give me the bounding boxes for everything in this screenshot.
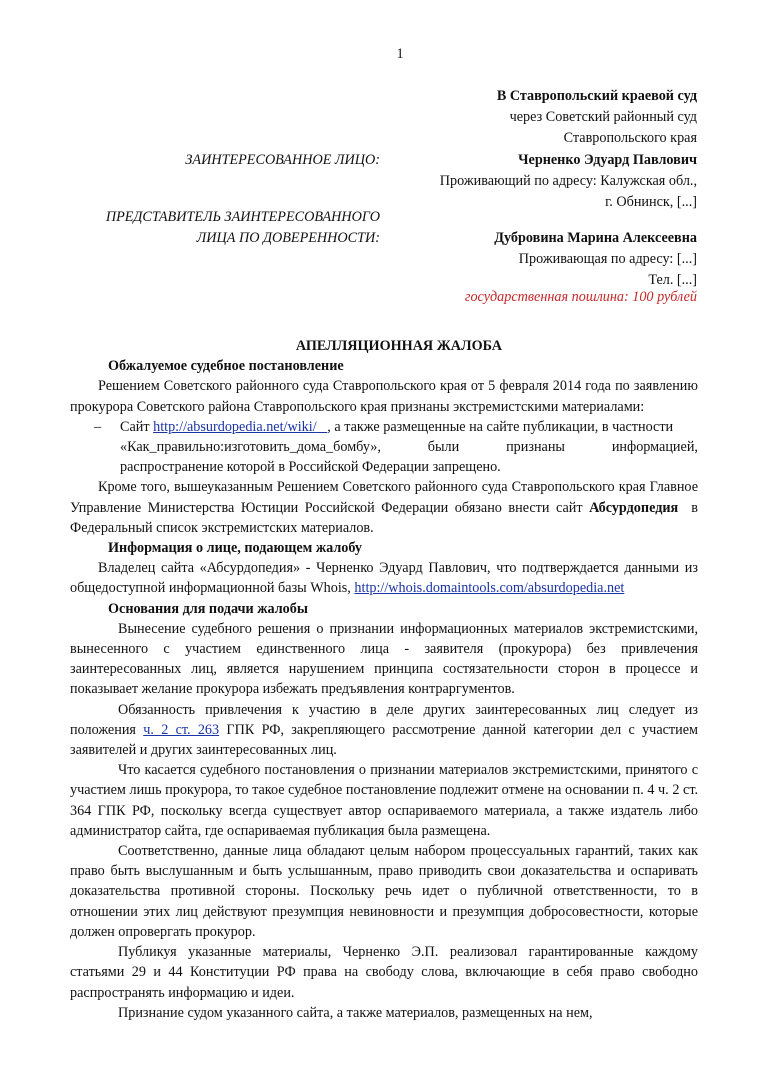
state-fee-note: государственная пошлина: 100 рублей	[464, 289, 697, 305]
document-body	[70, 336, 702, 1023]
site-name-bold: Абсурдопедия	[589, 499, 679, 516]
document-title: АПЕЛЛЯЦИОННАЯ ЖАЛОБА	[295, 338, 503, 354]
whois-link[interactable]: http://whois.domaintools.com/absurdopedia.net	[354, 580, 625, 597]
paragraph-grounds-2	[70, 700, 698, 761]
section-heading-appellant-info: Информация о лице, подающем жалобу	[108, 540, 363, 557]
court-name: В Ставропольский краевой суд	[496, 88, 697, 104]
text-span: признаны	[506, 439, 565, 456]
via-court-line1: через Советский районный суд	[509, 109, 697, 125]
site-link-tail[interactable]	[317, 419, 328, 435]
paragraph-grounds-5: Публикуя указанные материалы, Черненко Э.П. реализовал гарантированные каждому статьями 29 и 44 Конституции РФ права на свободу слова, включающие в себя право свободно распространять информацию и идеи.	[70, 944, 698, 1001]
list-item-site	[94, 417, 698, 478]
representative-label-line1: ПРЕДСТАВИТЕЛЬ ЗАИНТЕРЕСОВАННОГО	[105, 209, 380, 225]
text-span: ГПК РФ, закрепляющего рассмотрение данной категории дел с участием заявителей и других заинтересованных лиц.	[70, 721, 698, 759]
list-item-line1	[120, 417, 698, 437]
text-span: , а также размещенные на сайте публикации, в частности	[327, 418, 674, 435]
list-item-text	[120, 417, 698, 478]
text-span: «Как_правильно:изготовить_дома_бомбу»,	[120, 439, 381, 456]
applicant-address-line2: г. Обнинск, [...]	[605, 194, 697, 210]
section-heading-grounds: Основания для подачи жалобы	[108, 600, 308, 617]
representative-label-line2: ЛИЦА ПО ДОВЕРЕННОСТИ:	[196, 230, 380, 246]
addressee-block	[497, 86, 697, 149]
representative-name: Дубровина Марина Алексеевна	[494, 230, 697, 246]
site-link[interactable]: http://absurdopedia.net/wiki/	[153, 418, 317, 435]
text-span: Кроме того, вышеуказанным Решением Советского районного суда Ставропольского края Главное Управление Министерства Юстиции Российской Федерации обязано внести сайт	[70, 479, 698, 516]
representative-label	[106, 207, 380, 249]
text-span: Сайт	[120, 418, 154, 435]
representative-phone: Тел. [...]	[648, 272, 697, 288]
text-span: Владелец сайта «Абсурдопедия» - Черненко Эдуард Павлович, что подтверждается данными из общедоступной информационной базы Whois,	[70, 560, 698, 597]
applicant-label: ЗАИНТЕРЕСОВАННОЕ ЛИЦО:	[185, 152, 380, 168]
text-span: Обязанность привлечения к участию в деле других заинтересованных лиц следует из положения	[70, 701, 698, 738]
paragraph-grounds-6: Признание судом указанного сайта, а также материалов, размещенных на нем,	[118, 1004, 593, 1021]
applicant-block	[440, 150, 697, 213]
text-span: в Федеральный список экстремистских материалов.	[70, 499, 702, 536]
paragraph-ministry	[70, 477, 702, 538]
representative-block	[494, 228, 697, 291]
paragraph-decision: Решением Советского районного суда Ставропольского края от 5 февраля 2014 года по заявлению прокурора Советского района Ставропольского края признаны экстремистскими материалами:	[70, 378, 698, 415]
applicant-address-line1: Проживающий по адресу: Калужская обл.,	[439, 173, 697, 189]
via-court-line2: Ставропольского края	[563, 130, 697, 146]
list-item-line3: распространение которой в Российской Федерации запрещено.	[120, 459, 501, 476]
text-span: информацией,	[611, 439, 698, 456]
paragraph-grounds-3: Что касается судебного постановления о признании материалов экстремистскими, принятого с участием лишь прокурора, то такое судебное постановление подлежит отмене на основании п. 4 ч. 2 ст. 364 ГПК РФ, поскольку всегда существует автор оспариваемого материала, а также издатель либо администратор сайта, где оспариваемая публикация была размещена.	[70, 762, 698, 839]
paragraph-grounds-1: Вынесение судебного решения о признании информационных материалов экстремистскими, вынесенного с участием единственного лица - заявителя (прокурора) без привлечения заинтересованных лиц, является нарушением принципа состязательности сторон в процессе и показывает желание прокурора избежать предъявления контраргументов.	[70, 620, 698, 698]
page-number: 1	[396, 46, 404, 62]
law-article-link[interactable]: ч. 2 ст. 263	[143, 721, 220, 738]
representative-address: Проживающая по адресу: [...]	[518, 251, 697, 267]
paragraph-owner	[70, 558, 698, 598]
list-item-line2	[120, 437, 698, 457]
section-heading-appealed-decision: Обжалуемое судебное постановление	[108, 358, 344, 375]
list-dash: –	[94, 418, 102, 435]
text-span: были	[427, 439, 460, 456]
applicant-name: Черненко Эдуард Павлович	[518, 152, 697, 168]
paragraph-grounds-4: Соответственно, данные лица обладают целым набором процессуальных гарантий, таких как право быть выслушанным и быть услышанным, право приводить свои доказательства и оспаривать доказательства противной стороны. Поскольку речь идет о публичной ответственности, то в отношении этих лиц действуют презумпция невиновности и презумпция добросовестности, которые должен опровергать прокурор.	[70, 843, 698, 940]
